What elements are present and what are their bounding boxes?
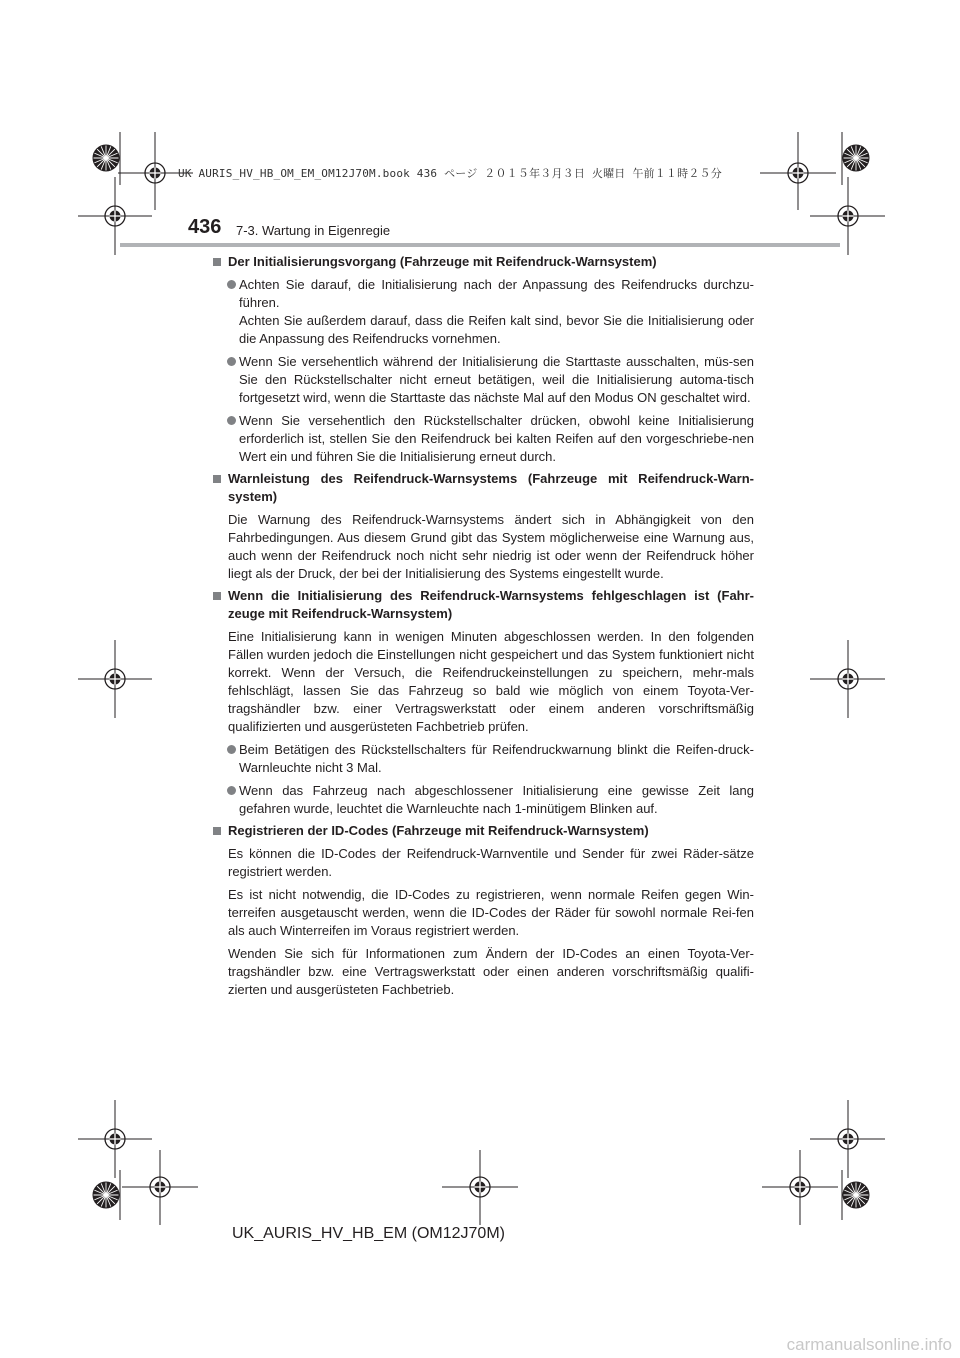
header-rule — [120, 243, 840, 247]
square-bullet-icon — [213, 475, 221, 483]
page-number: 436 — [188, 216, 222, 238]
document-id: UK_AURIS_HV_HB_EM (OM12J70M) — [232, 1225, 505, 1242]
square-bullet-icon — [213, 827, 221, 835]
list-item — [212, 741, 754, 777]
section-initialization — [212, 253, 754, 466]
paragraph: Eine Initialisierung kann in wenigen Minuten abgeschlossen werden. In den folgenden Fällen wurden jedoch die Einstellungen nicht gespeichert und das System funktioniert nicht korrekt. Wenn der Versuch, die Reifendruckeinstellungen zu speichern, mehr-mals fehlschlägt, lassen Sie das Fahrzeug so bald wie möglich von einem Toyota-Ver-tragshändler bzw. einer Vertragswerkstatt oder einem anderen vorschriftsmäßig qualifizierten und ausgerüsteten Fachbetrieb prüfen. — [228, 629, 754, 734]
section-initialization-failed — [212, 587, 754, 818]
page-content — [212, 253, 754, 1003]
list-item-text: Wenn Sie versehentlich während der Initialisierung die Starttaste ausschalten, müs-sen Sie den Rückstellschalter nicht erneut betätigen, weil die Initialisierung automa-tisch fortgesetzt wird, wenn die Starttaste das nächste Mal auf den Modus ON geschaltet wird. — [239, 354, 754, 405]
square-bullet-icon — [213, 592, 221, 600]
list-item — [212, 276, 754, 348]
list-item-text: Achten Sie darauf, die Initialisierung nach der Anpassung des Reifendrucks durchzu-führen. Achten Sie außerdem darauf, dass die Reifen kalt sind, bevor Sie die Initialisierung oder die Anpassung des Reifendrucks vornehmen. — [239, 277, 754, 346]
section-heading — [212, 587, 754, 623]
paragraph: Es können die ID-Codes der Reifendruck-Warnventile und Sender für zwei Räder-sätze registriert werden. — [228, 846, 754, 879]
heading-text: Warnleistung des Reifendruck-Warnsystems (Fahrzeuge mit Reifendruck-Warn-system) — [228, 471, 754, 504]
heading-text: Wenn die Initialisierung des Reifendruck-Warnsystems fehlgeschlagen ist (Fahr-zeuge mit Reifendruck-Warnsystem) — [228, 588, 754, 621]
square-bullet-icon — [213, 258, 221, 266]
list-item-text: Wenn Sie versehentlich den Rückstellschalter drücken, obwohl keine Initialisierung erforderlich ist, stellen Sie den Reifendruck bei kalten Reifen auf den vorgeschriebe-nen Wert ein und führen Sie die Initialisierung erneut durch. — [239, 413, 754, 464]
list-item-text: Beim Betätigen des Rückstellschalters für Reifendruckwarnung blinkt die Reifen-druck-Warnleuchte nicht 3 Mal. — [239, 742, 754, 775]
section-title: 7-3. Wartung in Eigenregie — [236, 223, 391, 238]
circle-bullet-icon — [227, 416, 236, 425]
section-register-id-codes — [212, 822, 754, 999]
watermark: carmanualsonline.info — [786, 1335, 952, 1354]
circle-bullet-icon — [227, 280, 236, 289]
section-heading — [212, 822, 754, 840]
paragraph: Die Warnung des Reifendruck-Warnsystems ändert sich in Abhängigkeit von den Fahrbedingungen. Aus diesem Grund gibt das System möglicherweise eine Warnung aus, auch wenn der Reifendruck noch nicht sehr niedrig ist oder wenn der Reifendruck höher liegt als der Druck, der bei der Initialisierung des Systems eingestellt wurde. — [228, 512, 754, 581]
section-heading — [212, 470, 754, 506]
list-item-text: Wenn das Fahrzeug nach abgeschlossener Initialisierung eine gewisse Zeit lang gefahren wurde, leuchtet die Warnleuchte nach 1-minütigem Blinken auf. — [239, 783, 754, 816]
heading-text: Registrieren der ID-Codes (Fahrzeuge mit Reifendruck-Warnsystem) — [228, 823, 649, 838]
list-item — [212, 353, 754, 407]
paragraph: Es ist nicht notwendig, die ID-Codes zu registrieren, wenn normale Reifen gegen Win-terreifen ausgetauscht werden, wenn die ID-Codes der Räder für sowohl normale Rei-fen als auch Winterreifen im Voraus registriert werden. — [228, 887, 754, 938]
circle-bullet-icon — [227, 745, 236, 754]
circle-bullet-icon — [227, 357, 236, 366]
list-item — [212, 782, 754, 818]
section-heading — [212, 253, 754, 271]
circle-bullet-icon — [227, 786, 236, 795]
paragraph: Wenden Sie sich für Informationen zum Ändern der ID-Codes an einen Toyota-Ver-tragshändler bzw. eine Vertragswerkstatt oder einen anderen vorschriftsmäßig qualifi-zierten und ausgerüsteten Fachbetrieb. — [228, 946, 754, 997]
book-file-info: UK AURIS_HV_HB_OM_EM_OM12J70M.book 436 ページ ２０１５年３月３日 火曜日 午前１１時２５分 — [178, 167, 722, 180]
heading-text: Der Initialisierungsvorgang (Fahrzeuge mit Reifendruck-Warnsystem) — [228, 254, 657, 269]
section-warning-performance — [212, 470, 754, 583]
list-item — [212, 412, 754, 466]
